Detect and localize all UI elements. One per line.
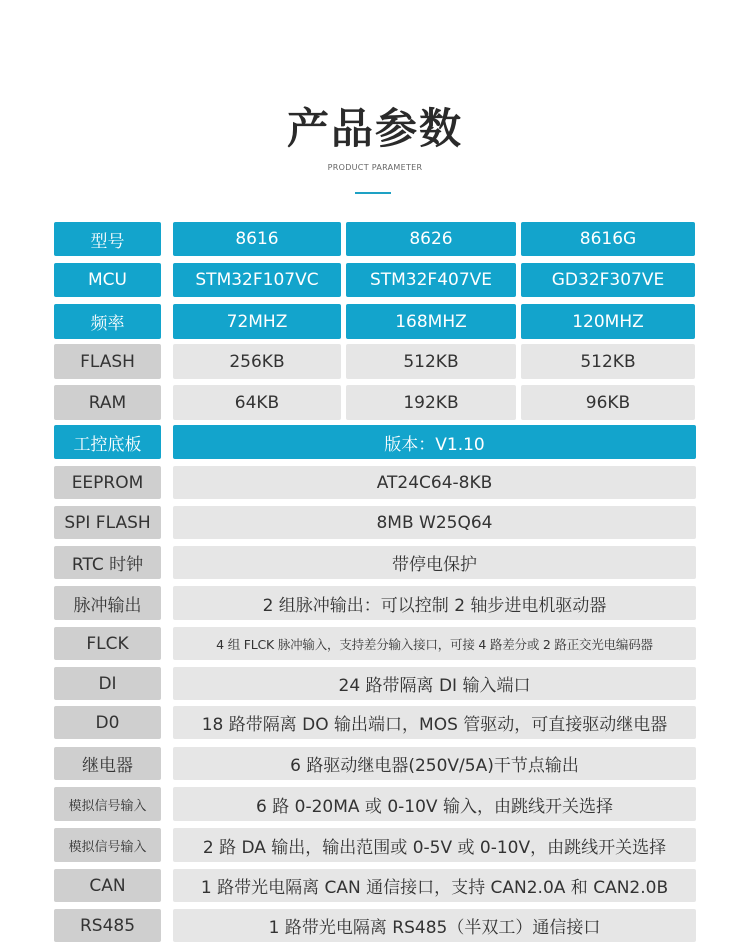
flash-value-2: 512KB [346,344,516,379]
board-version: 版本：V1.10 [173,425,696,459]
row-value-can: 1 路带光电隔离 CAN 通信接口，支持 CAN2.0A 和 CAN2.0B [173,869,696,902]
row-label-flck: FLCK [54,627,161,660]
flash-value-1: 256KB [173,344,341,379]
model-value-2: 8626 [346,222,516,256]
row-label-relay: 继电器 [54,747,161,780]
row-value-pulse-output: 2 组脉冲输出：可以控制 2 轴步进电机驱动器 [173,586,696,620]
model-value-1: 8616 [173,222,341,256]
row-value-di: 24 路带隔离 DI 输入端口 [173,667,696,700]
ram-value-3: 96KB [521,385,695,420]
row-label-ram: RAM [54,385,161,420]
row-label-can: CAN [54,869,161,902]
row-label-rtc: RTC 时钟 [54,546,161,579]
freq-value-3: 120MHZ [521,304,695,339]
row-value-eeprom: AT24C64-8KB [173,466,696,499]
row-label-spi-flash: SPI FLASH [54,506,161,539]
row-label-flash: FLASH [54,344,161,379]
mcu-value-1: STM32F107VC [173,263,341,297]
mcu-value-3: GD32F307VE [521,263,695,297]
freq-value-2: 168MHZ [346,304,516,339]
title-divider [355,192,391,194]
row-value-analog-input-1: 6 路 0-20MA 或 0-10V 输入，由跳线开关选择 [173,787,696,821]
row-label-model: 型号 [54,222,161,256]
row-label-board: 工控底板 [54,425,161,459]
ram-value-1: 64KB [173,385,341,420]
row-label-freq: 频率 [54,304,161,339]
model-value-3: 8616G [521,222,695,256]
flash-value-3: 512KB [521,344,695,379]
row-label-di: DI [54,667,161,700]
row-value-analog-input-2: 2 路 DA 输出，输出范围或 0-5V 或 0-10V，由跳线开关选择 [173,828,696,862]
row-value-do: 18 路带隔离 DO 输出端口，MOS 管驱动，可直接驱动继电器 [173,706,696,739]
row-label-mcu: MCU [54,263,161,297]
row-value-flck: 4 组 FLCK 脉冲输入，支持差分输入接口，可接 4 路差分或 2 路正交光电编码器 [173,627,696,660]
row-label-pulse-output: 脉冲输出 [54,586,161,620]
row-value-relay: 6 路驱动继电器(250V/5A)干节点输出 [173,747,696,780]
row-label-analog-input-2: 模拟信号输入 [54,828,161,862]
row-value-spi-flash: 8MB W25Q64 [173,506,696,539]
page-title: 产品参数 [286,104,463,153]
freq-value-1: 72MHZ [173,304,341,339]
page-subtitle: PRODUCT PARAMETER [327,163,423,172]
row-label-rs485: RS485 [54,909,161,942]
row-label-do: D0 [54,706,161,739]
row-value-rs485: 1 路带光电隔离 RS485（半双工）通信接口 [173,909,696,942]
mcu-value-2: STM32F407VE [346,263,516,297]
row-label-analog-input-1: 模拟信号输入 [54,787,161,821]
row-value-rtc: 带停电保护 [173,546,696,579]
row-label-eeprom: EEPROM [54,466,161,499]
ram-value-2: 192KB [346,385,516,420]
